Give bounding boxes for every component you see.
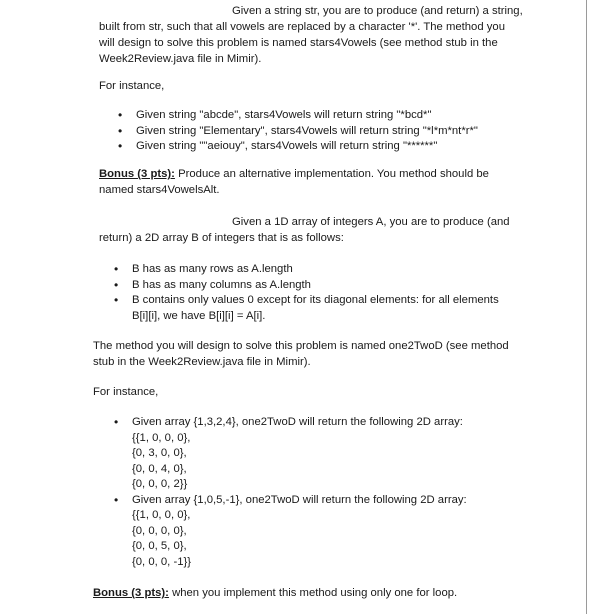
matrix-row: {{1, 0, 0, 0}, [132,509,191,521]
p2-method-line-1: The method you will design to solve this problem is named one2TwoD (see method [93,340,509,352]
p2-example-2-text: Given array {1,0,5,-1}, one2TwoD will return the following 2D array: [132,493,467,506]
matrix-row: {0, 0, 0, 0}, [132,524,187,537]
p2-example-2 [114,493,467,571]
matrix-row: {0, 0, 4, 0}, [132,462,187,475]
p2-example-1-matrix [132,431,467,493]
p2-bonus [93,586,457,602]
matrix-row: {0, 0, 5, 0}, [132,540,187,552]
p2-rule-3: • B contains only values 0 except for its diagonal elements: for all elements [114,293,499,309]
p1-intro-line-2: built from str, such that all vowels are replaced by a character '*'. The method you [99,21,505,33]
p2-example-2-matrix [132,508,467,570]
matrix-row: {{1, 0, 0, 0}, [132,431,191,444]
p1-example-list [118,108,478,155]
p2-example-list [114,415,467,570]
p1-bonus-text: Produce an alternative implementation. You method should be [174,168,489,180]
p2-intro-line-2: return) a 2D array B of integers that is as follows: [99,232,344,244]
p1-example-1: • Given string "abcde", stars4Vowels will return string "*bcd*" [118,108,478,124]
p1-example-3: • Given string ""aeiouy", stars4Vowels will return string "******" [118,139,478,155]
p2-rule-3-continuation: B[i][i], we have B[i][i] = A[i]. [132,310,266,322]
matrix-row: {0, 0, 0, -1}} [132,555,192,568]
p2-for-instance: For instance, [93,386,159,398]
p1-intro-line-1: Given a string str, you are to produce (and return) a string, [232,5,523,17]
page-edge [586,0,587,614]
p2-method-line-2: stub in the Week2Review.java file in Mimir). [93,356,311,368]
matrix-row: {0, 0, 0, 2}} [132,478,188,490]
p1-intro-line-4: Week2Review.java file in Mimir). [99,53,262,65]
p1-for-instance: For instance, [99,80,165,92]
p2-rule-2: • B has as many columns as A.length [114,278,499,294]
p1-bonus-line-2: named stars4VowelsAlt. [99,184,220,196]
p1-bonus-label: Bonus (3 pts): [99,168,175,180]
p2-intro-line-1: Given a 1D array of integers A, you are to produce (and [232,216,510,228]
matrix-row: {0, 3, 0, 0}, [132,447,187,459]
p2-example-1-text: Given array {1,3,2,4}, one2TwoD will return the following 2D array: [132,416,463,428]
p1-example-2: • Given string "Elementary", stars4Vowels will return string "*l*m*nt*r*" [118,124,478,140]
p1-bonus [99,167,489,183]
p2-rule-1: • B has as many rows as A.length [114,262,499,278]
p1-intro-line-3: will design to solve this problem is named stars4Vowels (see method stub in the [99,37,498,49]
p2-example-1 [114,415,467,493]
p2-bonus-text: when you implement this method using only one for loop. [168,587,458,599]
p2-rules-list [114,262,499,309]
p2-bonus-label: Bonus (3 pts): [93,587,169,599]
